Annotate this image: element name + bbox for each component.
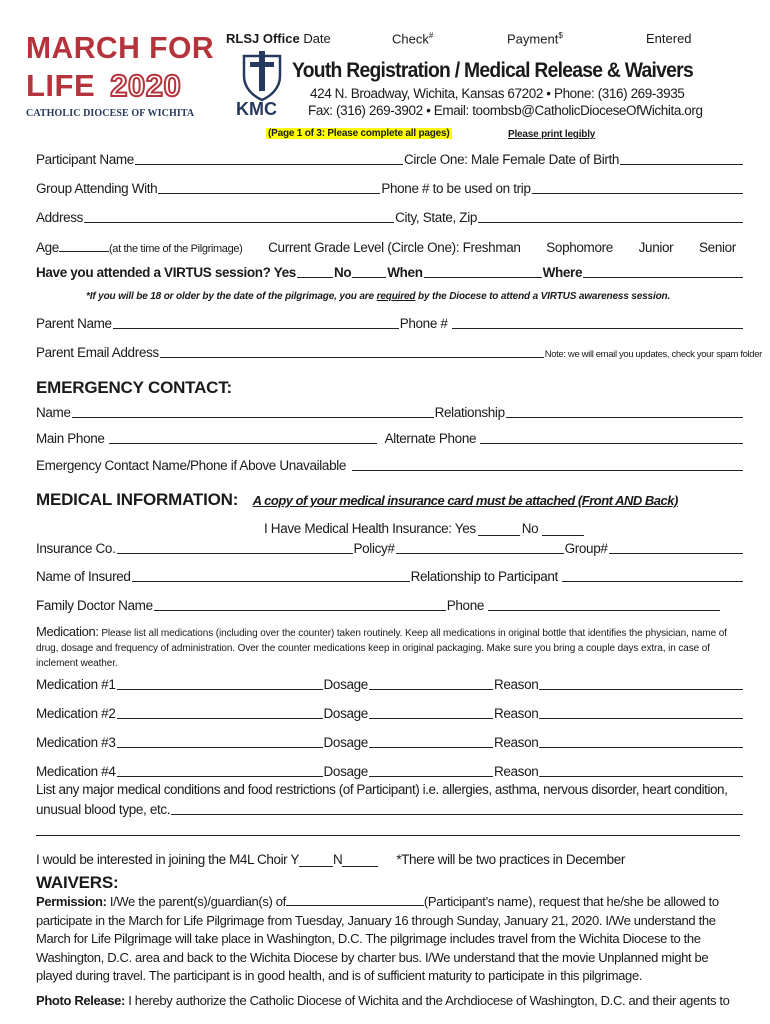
group-number-field[interactable] — [609, 552, 743, 554]
grade-junior[interactable]: Junior — [638, 240, 674, 255]
virtus-no-field[interactable] — [352, 276, 386, 278]
kmc-emblem — [236, 50, 288, 122]
reason-1-label: Reason — [493, 677, 539, 692]
alt-phone-label: Alternate Phone — [384, 431, 477, 446]
participant-name-waiver-field[interactable] — [286, 893, 424, 906]
office-payment: Payment — [507, 31, 559, 47]
virtus-where-field[interactable] — [583, 276, 743, 278]
medication-row-1 — [36, 677, 744, 692]
virtus-label: Have you attended a VIRTUS session? Yes — [36, 265, 296, 280]
virtus-row — [36, 265, 744, 280]
age-note: (at the time of the Pilgrimage) — [108, 243, 243, 255]
trip-phone-label: Phone # to be used on trip — [381, 181, 531, 196]
payment-sup: $ — [558, 31, 563, 40]
choir-row — [36, 852, 625, 867]
dosage-2-field[interactable] — [369, 717, 493, 719]
have-insurance-label: I Have Medical Health Insurance: Yes — [264, 521, 476, 536]
parent-phone-label: Phone # — [399, 316, 448, 331]
parent-email-label: Parent Email Address — [36, 345, 159, 360]
print-note: Please print legibly — [508, 129, 596, 140]
address-label: Address — [36, 210, 84, 225]
conditions-label: List any major medical conditions and food restrictions (of Participant) i.e. allergies, asthma, nervous disorder, heart condition, — [36, 782, 728, 797]
logo-line2-year: 2020 — [110, 68, 182, 103]
choir-no-field[interactable] — [342, 854, 378, 867]
medication-label: Medication: — [36, 624, 99, 639]
dob-field[interactable] — [620, 163, 743, 165]
insurance-card-note: A copy of your medical insurance card must be attached (Front AND Back) — [252, 493, 678, 508]
insurance-co-field[interactable] — [117, 552, 353, 554]
photo-release-label: Photo Release: — [36, 993, 126, 1008]
group-row — [36, 181, 744, 196]
emergency-heading: EMERGENCY CONTACT: — [36, 378, 233, 397]
trip-phone-field[interactable] — [532, 192, 743, 194]
group-number-label: Group# — [564, 541, 608, 556]
medication-3-label: Medication #3 — [36, 735, 116, 750]
dosage-1-label: Dosage — [323, 677, 368, 692]
gender-dob-label: Circle One: Male Female Date of Birth — [403, 152, 620, 167]
doctor-phone-label: Phone — [446, 598, 485, 613]
participant-name-field[interactable] — [135, 163, 403, 165]
virtus-note — [86, 291, 670, 302]
medication-row-3 — [36, 735, 744, 750]
office-entered: Entered — [646, 31, 692, 46]
main-phone-label: Main Phone — [36, 431, 105, 446]
reason-4-field[interactable] — [539, 775, 743, 777]
address-row — [36, 210, 744, 225]
permission-text-b: (Participant’s name), request that he/she be allowed to participate in the March for Life Pilgrimage from Tuesday, January 16 through Sunday, January 21, 2020. I/We understand the March for Life Pilgrimage will take place in Washington, D.C. The pilgrimage includes travel from the Wichita Diocese to the Washington, D.C. area and back to the Wichita Diocese by charter bus. I/We understand that the movie Unplanned might be played during travel. The participant is in good health, and is of sufficient maturity to participate in this pilgrimage. — [36, 894, 719, 983]
medication-4-field[interactable] — [117, 775, 323, 777]
virtus-note-a: *If you will be 18 or older by the date of the pilgrimage, you are — [86, 291, 377, 302]
check-sup: # — [428, 31, 434, 40]
email-note: Note: we will email you updates, check your spam folder — [544, 349, 762, 360]
permission-label: Permission: — [36, 894, 107, 909]
office-date: Date — [303, 31, 331, 46]
reason-3-label: Reason — [493, 735, 539, 750]
dosage-4-label: Dosage — [323, 764, 368, 779]
medication-3-field[interactable] — [117, 746, 323, 748]
main-phone-field[interactable] — [109, 442, 377, 444]
name-insured-label: Name of Insured — [36, 569, 131, 584]
medication-instructions — [36, 624, 744, 671]
reason-2-label: Reason — [493, 706, 539, 721]
dosage-3-label: Dosage — [323, 735, 368, 750]
emergency-name-row — [36, 405, 744, 420]
choir-yes-field[interactable] — [299, 854, 333, 867]
policy-field[interactable] — [396, 552, 564, 554]
photo-release-paragraph — [36, 992, 742, 1011]
participant-name-row — [36, 152, 744, 167]
medication-4-label: Medication #4 — [36, 764, 116, 779]
insurance-row — [36, 541, 744, 556]
medication-2-field[interactable] — [117, 717, 323, 719]
policy-label: Policy# — [353, 541, 395, 556]
virtus-note-c: by the Diocese to attend a VIRTUS awareness session. — [415, 291, 671, 302]
insured-row — [36, 569, 744, 584]
relationship-participant-field[interactable] — [562, 580, 743, 582]
parent-email-field[interactable] — [160, 356, 544, 358]
shield-cross-icon — [236, 50, 288, 102]
photo-release-text: I hereby authorize the Catholic Diocese of Wichita and the Archdiocese of Washington, D.C. and their agents to — [125, 993, 730, 1008]
emergency-phone-row — [36, 431, 744, 446]
doctor-field[interactable] — [154, 609, 446, 611]
age-field[interactable] — [59, 239, 109, 252]
reason-1-field[interactable] — [539, 688, 743, 690]
permission-text-a: I/We the parent(s)/guardian(s) of — [106, 894, 286, 909]
doctor-phone-field[interactable] — [488, 609, 720, 611]
parent-name-row — [36, 316, 744, 331]
participant-name-label: Participant Name — [36, 152, 134, 167]
conditions-field-2[interactable] — [36, 835, 740, 836]
group-label: Group Attending With — [36, 181, 158, 196]
emergency-relationship-field[interactable] — [506, 416, 743, 418]
doctor-row — [36, 598, 744, 613]
office-label: RLSJ Office — [226, 31, 300, 46]
unavailable-field[interactable] — [352, 469, 743, 471]
doctor-label: Family Doctor Name — [36, 598, 153, 613]
virtus-yes-field[interactable] — [297, 276, 333, 278]
logo-line3: CATHOLIC DIOCESE OF WICHITA — [26, 108, 195, 119]
grade-sophomore[interactable]: Sophomore — [546, 240, 613, 255]
age-label: Age — [36, 240, 59, 255]
logo-line1: MARCH FOR — [26, 30, 215, 65]
grade-senior[interactable]: Senior — [699, 240, 736, 255]
alt-phone-field[interactable] — [480, 442, 743, 444]
reason-4-label: Reason — [493, 764, 539, 779]
choir-note: *There will be two practices in December — [396, 852, 625, 867]
medication-text: Please list all medications (including over the counter) taken routinely. Keep all medications in original bottle that identifies the physician, name of drug, dosage and frequency of administration. Over the counter medications keep in original packaging. Make sure you bring a couple days extra, in case of inclement weather. — [36, 628, 727, 669]
page-note: (Page 1 of 3: Please complete all pages) — [268, 128, 450, 139]
parent-name-label: Parent Name — [36, 316, 112, 331]
medication-row-4 — [36, 764, 744, 779]
address-field[interactable] — [84, 221, 394, 223]
logo-line2-life: LIFE — [26, 68, 96, 103]
conditions-row — [36, 802, 744, 817]
relationship-participant-label: Relationship to Participant — [410, 569, 558, 584]
insurance-no-field[interactable] — [542, 523, 584, 536]
city-label: City, State, Zip — [395, 210, 478, 225]
group-field[interactable] — [158, 192, 380, 194]
conditions-field[interactable] — [171, 813, 743, 815]
virtus-where-label: Where — [542, 265, 583, 280]
emergency-name-label: Name — [36, 405, 71, 420]
dosage-2-label: Dosage — [323, 706, 368, 721]
virtus-note-required: required — [376, 291, 416, 302]
medical-heading-row — [36, 490, 678, 510]
insurance-yes-field[interactable] — [478, 523, 520, 536]
virtus-when-field[interactable] — [424, 276, 542, 278]
medical-heading: MEDICAL INFORMATION: — [36, 490, 239, 509]
city-field[interactable] — [478, 221, 743, 223]
parent-name-field[interactable] — [113, 327, 399, 329]
dosage-1-field[interactable] — [369, 688, 493, 690]
reason-3-field[interactable] — [539, 746, 743, 748]
age-grade-row — [36, 239, 744, 255]
choir-label: I would be interested in joining the M4L Choir Y — [36, 852, 299, 867]
emergency-name-field[interactable] — [72, 416, 434, 418]
org-contact: Fax: (316) 269-3902 • Email: toombsb@CatholicDioceseOfWichita.org — [308, 103, 703, 118]
conditions-label-2: unusual blood type, etc. — [36, 802, 171, 817]
insurance-co-label: Insurance Co. — [36, 541, 116, 556]
choir-no-label: N — [332, 852, 343, 867]
grade-label: Current Grade Level (Circle One): Freshman — [268, 240, 521, 255]
org-address: 424 N. Broadway, Wichita, Kansas 67202 • Phone: (316) 269-3935 — [310, 86, 685, 101]
march-for-life-logo — [26, 30, 222, 122]
dosage-4-field[interactable] — [369, 775, 493, 777]
medication-1-label: Medication #1 — [36, 677, 116, 692]
virtus-when-label: When — [387, 265, 423, 280]
office-check: Check — [392, 31, 429, 47]
insurance-no-label: No — [521, 521, 539, 536]
name-insured-field[interactable] — [132, 580, 410, 582]
parent-phone-field[interactable] — [452, 327, 743, 329]
virtus-no-label: No — [333, 265, 352, 280]
kmc-label: KMC — [236, 99, 277, 119]
unavailable-label: Emergency Contact Name/Phone if Above Unavailable — [36, 458, 347, 473]
emergency-alt-row — [36, 458, 744, 473]
medication-row-2 — [36, 706, 744, 721]
dosage-3-field[interactable] — [369, 746, 493, 748]
medication-1-field[interactable] — [117, 688, 323, 690]
page-title: Youth Registration / Medical Release & Waivers — [292, 59, 693, 82]
waivers-heading: WAIVERS: — [36, 873, 119, 892]
have-insurance-row — [264, 521, 584, 536]
reason-2-field[interactable] — [539, 717, 743, 719]
medication-2-label: Medication #2 — [36, 706, 116, 721]
parent-email-row — [36, 345, 762, 360]
permission-paragraph — [36, 893, 742, 986]
emergency-relationship-label: Relationship — [434, 405, 505, 420]
